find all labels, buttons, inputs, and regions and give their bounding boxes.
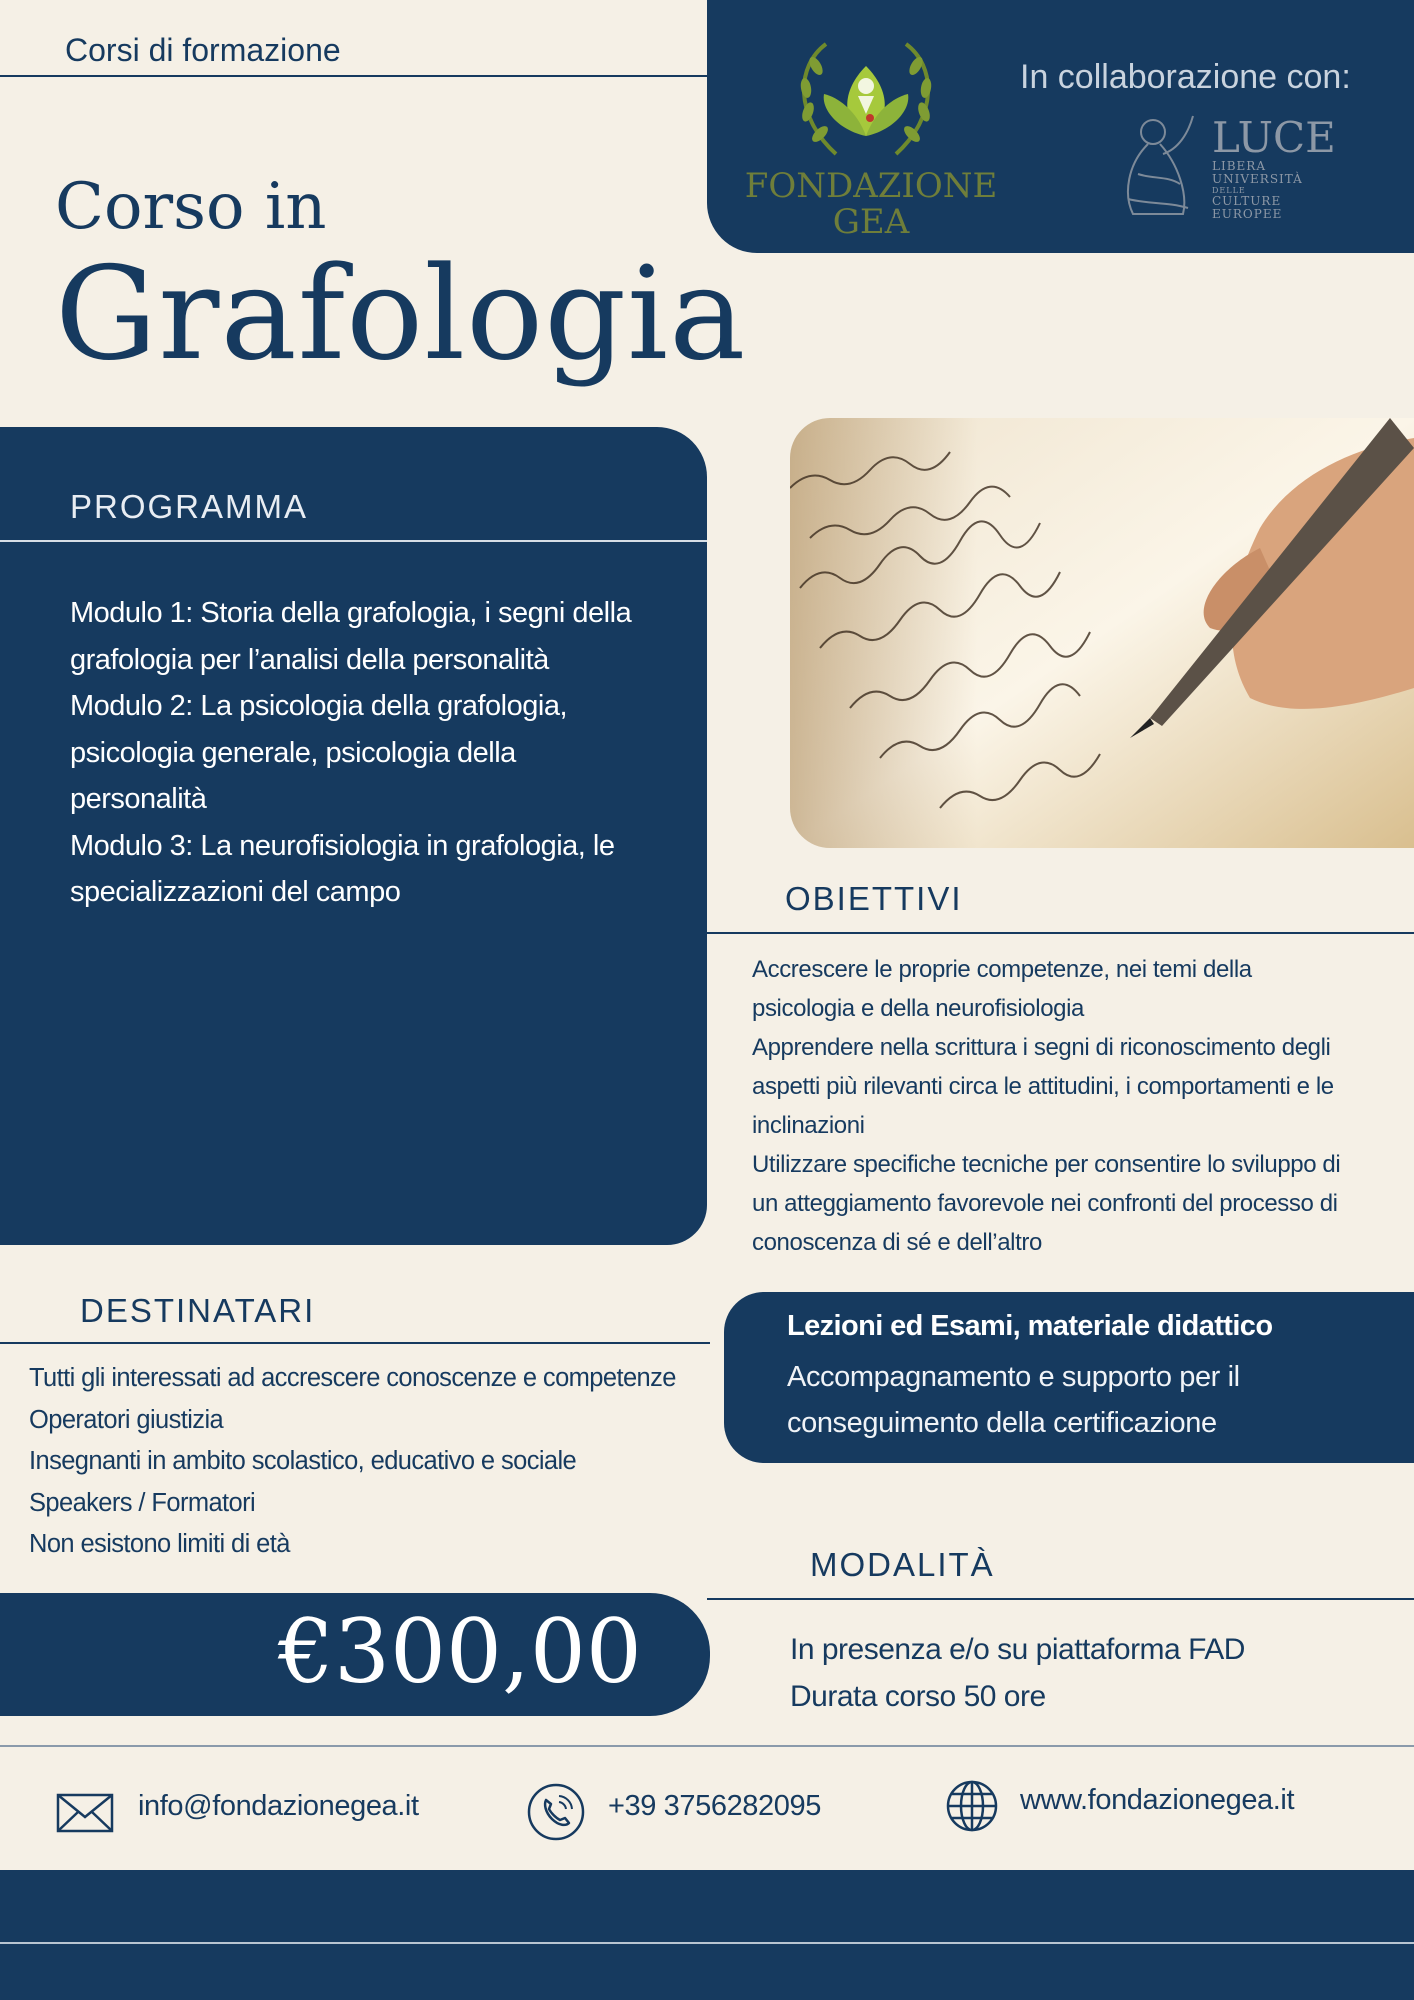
modalita-text [790, 1626, 1245, 1720]
lezioni-heading: Lezioni ed Esami, materiale didattico [787, 1310, 1273, 1342]
destinatari-line: Operatori giustizia [29, 1405, 224, 1434]
obiettivi-list [752, 950, 1392, 1262]
programma-line: psicologia generale, psicologia della [70, 736, 516, 769]
obiettivi-divider [707, 932, 1414, 934]
page-title: Grafologia [55, 240, 747, 389]
destinatari-line: Tutti gli interessati ad accrescere conoscenze e competenze [29, 1364, 676, 1392]
modalita-heading: MODALITÀ [810, 1546, 995, 1583]
handwriting-photo [790, 418, 1414, 848]
destinatari-list [29, 1358, 729, 1566]
footer-divider [0, 1942, 1414, 1944]
email-link[interactable]: info@fondazionegea.it [138, 1790, 419, 1822]
destinatari-heading: DESTINATARI [80, 1292, 316, 1329]
fondazione-gea-logo [786, 36, 946, 171]
modalita-line: In presenza e/o su piattaforma FAD [790, 1633, 1245, 1666]
obiettivi-heading: OBIETTIVI [785, 880, 963, 917]
category-label: Corsi di formazione [65, 32, 341, 68]
lezioni-line: conseguimento della certificazione [787, 1407, 1217, 1439]
contacts-divider [0, 1745, 1414, 1747]
obiettivi-line: Apprendere nella scrittura i segni di riconoscimento degli [752, 1034, 1331, 1061]
obiettivi-line: un atteggiamento favorevole nei confronti del processo di [752, 1190, 1338, 1217]
phone-icon [526, 1782, 586, 1847]
mail-icon [56, 1793, 114, 1838]
programma-list [70, 590, 670, 916]
destinatari-divider [0, 1342, 710, 1344]
fondazione-gea-name: FONDAZIONE GEA [744, 166, 998, 242]
programma-line: Modulo 1: Storia della grafologia, i segni della [70, 597, 632, 629]
collaboration-label: In collaborazione con: [1020, 58, 1351, 96]
programma-heading: PROGRAMMA [70, 488, 309, 525]
obiettivi-line: aspetti più rilevanti circa le attitudini, i comportamenti e le [752, 1073, 1334, 1100]
obiettivi-line: conoscenza di sé e dell’altro [752, 1229, 1042, 1256]
lezioni-text [787, 1354, 1387, 1446]
title-line-1: Corso in [55, 170, 327, 244]
modalita-line: Durata corso 50 ore [790, 1680, 1046, 1713]
programma-line: Modulo 3: La neurofisiologia in grafologia, le [70, 829, 615, 862]
programma-line: personalità [70, 783, 207, 815]
phone-link[interactable]: +39 3756282095 [608, 1790, 821, 1822]
obiettivi-line: inclinazioni [752, 1112, 865, 1139]
programma-line: Modulo 2: La psicologia della grafologia, [70, 690, 568, 722]
globe-icon [945, 1779, 999, 1838]
programma-divider [0, 540, 707, 542]
luce-subtitle: LIBERA UNIVERSITÀ DELLE CULTURE EUROPEE [1212, 159, 1303, 221]
header-divider [0, 75, 707, 77]
luce-name: LUCE [1212, 113, 1336, 162]
luce-logo-figure [1108, 104, 1208, 229]
modalita-divider [707, 1598, 1414, 1600]
obiettivi-line: psicologia e della neurofisiologia [752, 995, 1084, 1022]
destinatari-line: Speakers / Formatori [29, 1488, 256, 1517]
price-value: €300,00 [278, 1600, 642, 1703]
lezioni-line: Accompagnamento e supporto per il [787, 1361, 1240, 1393]
obiettivi-line: Utilizzare specifiche tecniche per consentire lo sviluppo di [752, 1151, 1341, 1178]
programma-line: specializzazioni del campo [70, 876, 401, 908]
footer-band [0, 1870, 1414, 2000]
destinatari-line: Insegnanti in ambito scolastico, educativo e sociale [29, 1447, 577, 1475]
destinatari-line: Non esistono limiti di età [29, 1530, 290, 1558]
obiettivi-line: Accrescere le proprie competenze, nei temi della [752, 956, 1252, 983]
website-link[interactable]: www.fondazionegea.it [1020, 1784, 1295, 1816]
programma-line: grafologia per l’analisi della personalità [70, 643, 549, 676]
